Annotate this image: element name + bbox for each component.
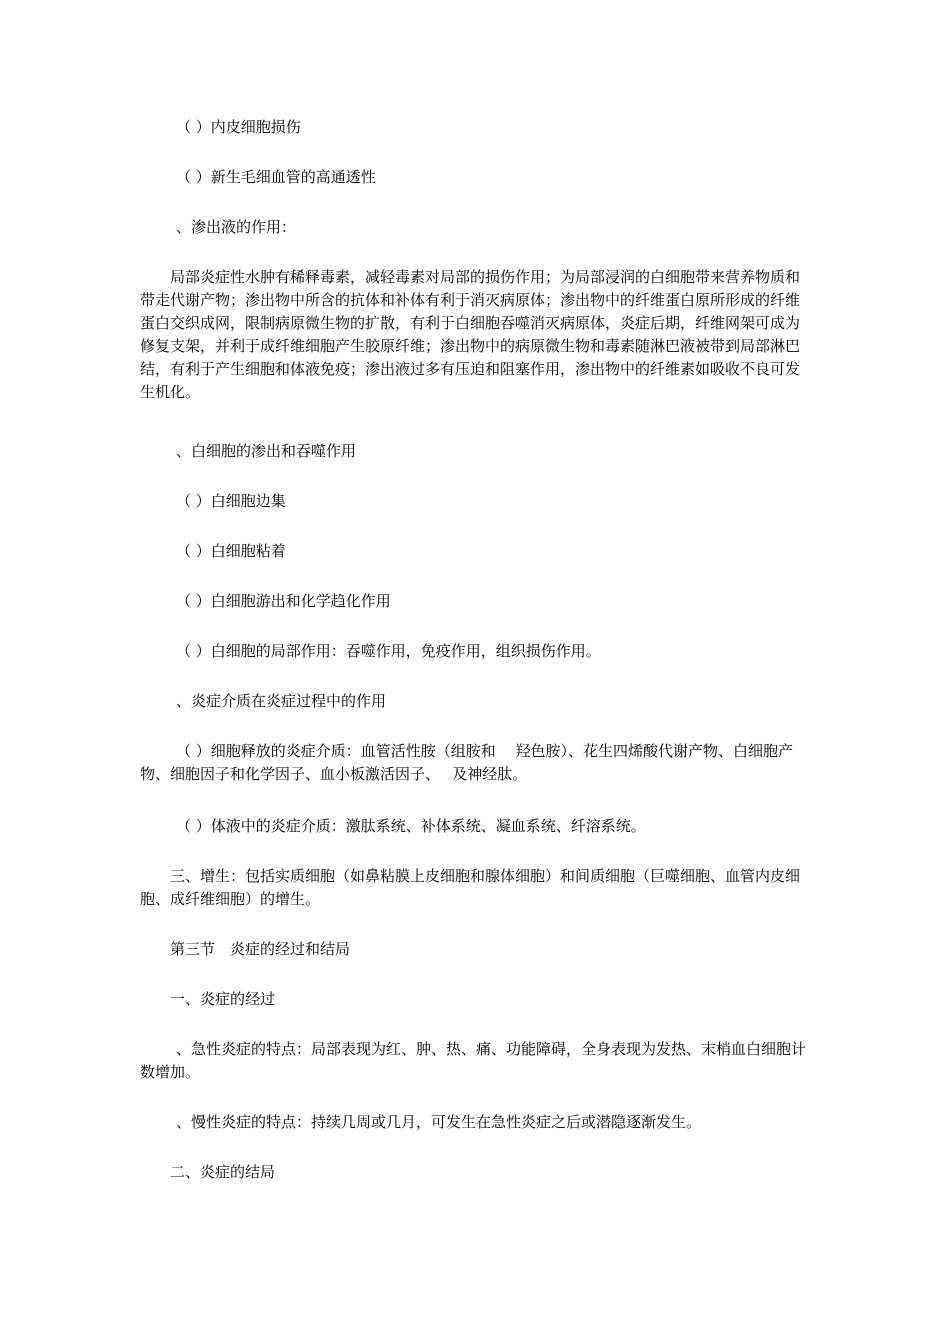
paragraph-leukocyte-adhesion: （ ）白细胞粘着 [176, 542, 286, 560]
heading-inflammation-course: 一、炎症的经过 [170, 990, 276, 1008]
paragraph-leukocyte-local-action: （ ）白细胞的局部作用：吞噬作用，免疫作用，组织损伤作用。 [176, 642, 601, 660]
heading-section-three: 第三节 炎症的经过和结局 [170, 940, 351, 958]
heading-inflammation-outcome: 二、炎症的结局 [170, 1163, 276, 1181]
paragraph-leukocyte-emigration: （ ）白细胞游出和化学趋化作用 [176, 592, 391, 610]
paragraph-acute-inflammation: 、急性炎症的特点：局部表现为红、肿、热、痛、功能障碍，全身表现为发热、末梢血白细胞计数增加。 [140, 1040, 807, 1081]
paragraph-chronic-inflammation: 、慢性炎症的特点：持续几周或几月，可发生在急性炎症之后或潜隐逐渐发生。 [176, 1113, 702, 1131]
heading-exudate-function: 、渗出液的作用： [176, 218, 297, 236]
paragraph-exudate-function-body: 局部炎症性水肿有稀释毒素，减轻毒素对局部的损伤作用；为局部浸润的白细胞带来营养物质和带走代谢产物；渗出物中所含的抗体和补体有利于消灭病原体；渗出物中的纤维蛋白原所形成的纤维蛋白交织成网，限制病原微生物的扩散，有利于白细胞吞噬消灭病原体，炎症后期，纤维网架可成为修复支架，并利于成纤维细胞产生胶原纤维；渗出物中的病原微生物和毒素随淋巴液被带到局部淋巴结，有利于产生细胞和体液免疫；渗出液过多有压迫和阻塞作用，渗出物中的纤维素如吸收不良可发生机化。 [140, 268, 801, 401]
heading-inflammatory-mediators: 、炎症介质在炎症过程中的作用 [176, 692, 387, 710]
paragraph-cell-derived-mediators: （ ）细胞释放的炎症介质：血管活性胺（组胺和 羟色胺）、花生四烯酸代谢产物、白细胞产物、细胞因子和化学因子、血小板激活因子、 及神经肽。 [140, 742, 794, 783]
heading-leukocyte-exudation: 、白细胞的渗出和吞噬作用 [176, 442, 357, 460]
paragraph-endothelial-injury: （ ）内皮细胞损伤 [176, 118, 301, 136]
paragraph-plasma-derived-mediators: （ ）体液中的炎症介质：激肽系统、补体系统、凝血系统、纤溶系统。 [176, 817, 646, 835]
paragraph-proliferation: 三、增生：包括实质细胞（如鼻粘膜上皮细胞和腺体细胞）和间质细胞（巨噬细胞、血管内皮细胞、成纤维细胞）的增生。 [140, 867, 801, 908]
paragraph-leukocyte-margination: （ ）白细胞边集 [176, 492, 286, 510]
paragraph-new-capillary-permeability: （ ）新生毛细血管的高通透性 [176, 168, 376, 186]
